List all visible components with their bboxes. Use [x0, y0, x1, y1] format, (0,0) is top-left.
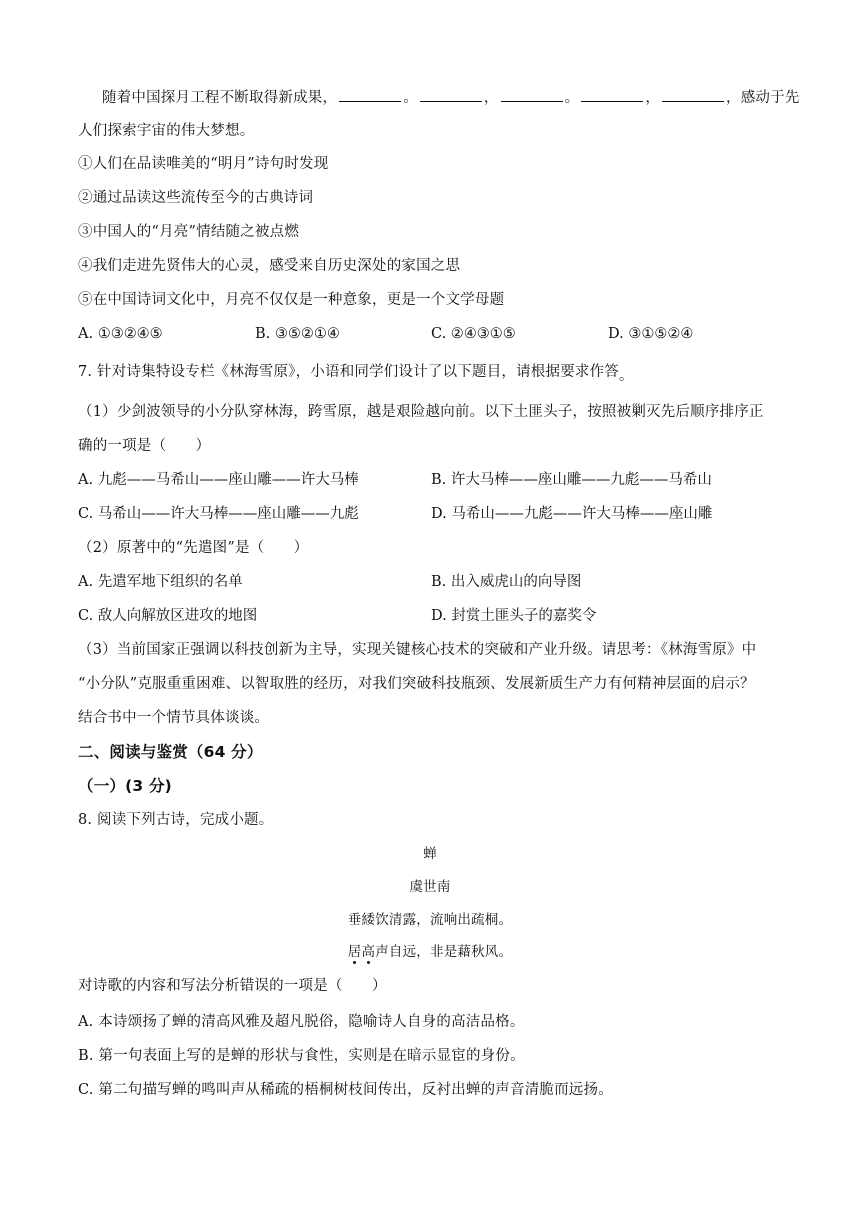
q6-item-2: ②通过品读这些流传至今的古典诗词 — [78, 190, 314, 206]
q7-sub1-option-b[interactable]: B. 许大马棒——座山雕——九彪——马希山 — [431, 472, 712, 488]
q6-item-1: ①人们在品读唯美的“明月”诗句时发现 — [78, 156, 329, 172]
poem-line-2 — [0, 942, 860, 962]
q7-stem — [78, 362, 784, 382]
q7-sub3-line3: 结合书中一个情节具体谈谈。 — [78, 710, 270, 726]
fill-blank-2[interactable] — [420, 87, 482, 102]
q7-sub1-option-d[interactable]: D. 马希山——九彪——许大马棒——座山雕 — [431, 506, 713, 522]
fill-blank-1[interactable] — [339, 87, 401, 102]
emphasis-char: 居 — [347, 944, 362, 960]
q7-sub2-option-c[interactable]: C. 敌人向解放区进攻的地图 — [78, 608, 258, 624]
q8-option-c[interactable]: C. 第二句描写蝉的鸣叫声从稀疏的梧桐树枝间传出，反衬出蝉的声音清脆而远扬。 — [78, 1082, 613, 1098]
poem-author: 虞世南 — [409, 879, 451, 895]
emphasis-char: 高 — [361, 944, 376, 960]
q6-item-3: ③中国人的“月亮”情结随之被点燃 — [78, 224, 300, 240]
q8-option-a[interactable]: A. 本诗颂扬了蝉的清高风雅及超凡脱俗，隐喻诗人自身的高洁品格。 — [78, 1014, 525, 1030]
q6-intro-line1 — [102, 87, 808, 108]
q6-intro-tail: ，感动于先 — [726, 90, 800, 106]
q7-stem-end: 。 — [619, 368, 634, 384]
q7-sub3-line1: （3）当前国家正强调以科技创新为主导，实现关键核心技术的突破和产业升级。请思考：《林海雪原》中 — [78, 642, 757, 658]
poem-line-2-rest: 声自远，非是藉秋风。 — [375, 944, 513, 960]
q6-option-a[interactable]: A. ①③②④⑤ — [78, 326, 163, 342]
q7-sub3-line2: “小分队”克服重重困难、以智取胜的经历，对我们突破科技瓶颈、发展新质生产力有何精神层面的启示？ — [78, 676, 755, 692]
punct: 。 — [564, 90, 580, 106]
poem-line-1: 垂緌饮清露，流响出疏桐。 — [347, 912, 513, 928]
q6-item-5: ⑤在中国诗词文化中，月亮不仅仅是一种意象，更是一个文学母题 — [78, 292, 505, 308]
fill-blank-4[interactable] — [581, 87, 643, 102]
q6-option-b[interactable]: B. ③⑤②①④ — [255, 326, 340, 342]
q6-option-c[interactable]: C. ②④③①⑤ — [431, 326, 516, 342]
punct: ， — [645, 90, 661, 106]
punct: ， — [483, 90, 499, 106]
q7-sub2-option-a[interactable]: A. 先遣军地下组织的名单 — [78, 574, 243, 590]
q7-sub1-line1: （1）少剑波领导的小分队穿林海，跨雪原，越是艰险越向前。以下土匪头子，按照被剿灭先后顺序排序正 — [78, 404, 764, 420]
q6-item-4: ④我们走进先贤伟大的心灵，感受来自历史深处的家国之思 — [78, 258, 461, 274]
q7-stem-text: 7. 针对诗集特设专栏《林海雪原》，小语和同学们设计了以下题目，请根据要求作答 — [78, 364, 619, 380]
q8-question: 对诗歌的内容和写法分析错误的一项是（ ） — [78, 978, 387, 994]
q6-intro-line2: 人们探索宇宙的伟大梦想。 — [78, 123, 255, 139]
poem-title: 蝉 — [423, 846, 437, 862]
q7-sub1-line2: 确的一项是（ ） — [78, 438, 211, 454]
part-heading: （一）(3 分) — [78, 777, 172, 795]
section-heading: 二、阅读与鉴赏（64 分） — [78, 743, 263, 761]
q7-sub2-option-d[interactable]: D. 封赏土匪头子的嘉奖令 — [431, 608, 597, 624]
q6-option-d[interactable]: D. ③①⑤②④ — [608, 326, 694, 342]
q8-option-b[interactable]: B. 第一句表面上写的是蝉的形状与食性，实则是在暗示显宦的身份。 — [78, 1048, 525, 1064]
fill-blank-5[interactable] — [662, 87, 724, 102]
q7-sub2-option-b[interactable]: B. 出入威虎山的向导图 — [431, 574, 582, 590]
fill-blank-3[interactable] — [501, 87, 563, 102]
q7-sub1-option-c[interactable]: C. 马希山——许大马棒——座山雕——九彪 — [78, 506, 359, 522]
q7-sub1-option-a[interactable]: A. 九彪——马希山——座山雕——许大马棒 — [78, 472, 359, 488]
q7-sub2-stem: （2）原著中的“先遣图”是（ ） — [78, 540, 309, 556]
punct: 。 — [403, 90, 418, 106]
q8-stem: 8. 阅读下列古诗，完成小题。 — [78, 812, 274, 828]
q6-intro-text: 随着中国探月工程不断取得新成果， — [102, 90, 338, 106]
